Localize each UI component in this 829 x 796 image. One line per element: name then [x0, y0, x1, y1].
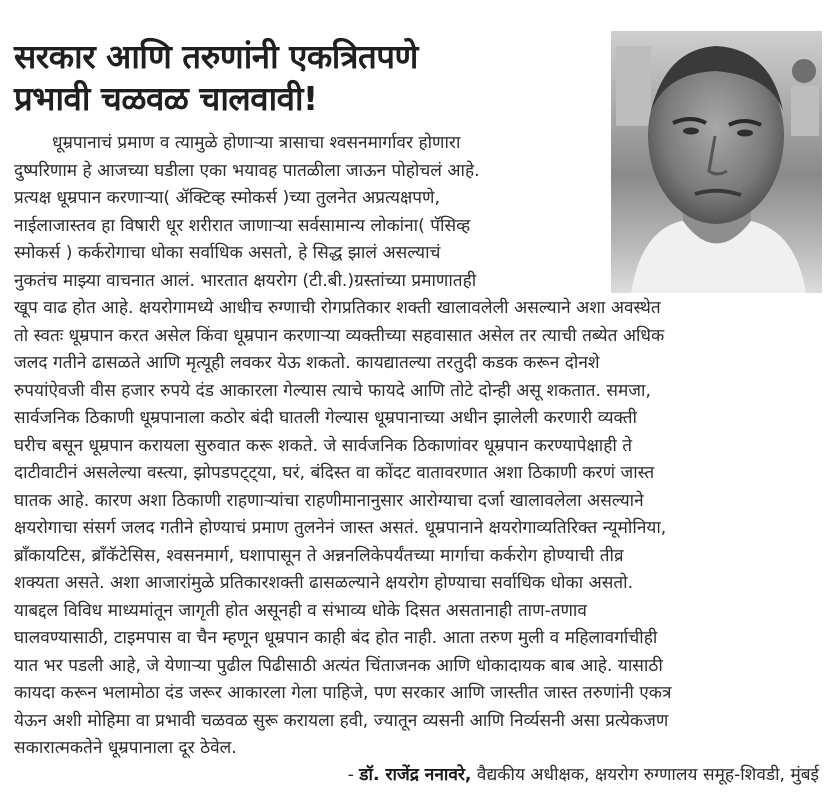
body-line: दुष्परिणाम हे आजच्या घडीला एका भयावह पातळीला जाऊन पोहोचलं आहे. [14, 160, 480, 181]
body-line: शक्यता असते. अशा आजारांमुळे प्रतिकारशक्ती ढासळल्याने क्षयरोग होण्याचा सर्वाधिक धोका असतो. [14, 573, 634, 593]
author-designation: वैद्यकीय अधीक्षक, क्षयरोग रुग्णालय समूह-शिवडी, मुंबई [471, 765, 819, 785]
author-name: डॉ. राजेंद्र ननावरे, [359, 765, 472, 785]
body-line: नुकतंच माझ्या वाचनात आलं. भारतात क्षयरोग (टी.बी.)ग्रस्तांच्या प्रमाणातही [14, 270, 477, 291]
author-signature [348, 762, 819, 789]
signature-dash: - [347, 765, 360, 785]
body-line: कायदा करून भलामोठा दंड जरूर आकारला गेला पाहिजे, पण सरकार आणि जास्तीत जास्त तरुणांनी एकत्र [14, 683, 672, 703]
body-line: प्रत्यक्ष धूम्रपान करणाऱ्या( ॲक्टिव्ह स्मोकर्स )च्या तुलनेत अप्रत्यक्षपणे, [14, 188, 440, 208]
body-line: स्मोकर्स ) कर्करोगाचा धोका सर्वाधिक असतो, हे सिद्ध झालं असल्याचं [14, 243, 441, 263]
headline-line-2: प्रभावी चळवळ चालवावी! [14, 79, 318, 118]
body-line: घरीच बसून धूम्रपान करायला सुरुवात करू शकते. जे सार्वजनिक ठिकाणांवर धूम्रपान करण्यापेक्षाही ते [14, 435, 633, 456]
body-line: येऊन अशी मोहिमा वा प्रभावी चळवळ सुरू करायला हवी, ज्यातून व्यसनी आणि निर्व्यसनी असा प्रत्येकजण [14, 710, 669, 731]
body-line: जलद गतीने ढासळते आणि मृत्यूही लवकर येऊ शकतो. कायद्यातल्या तरतुदी कडक करून दोनशे [14, 353, 600, 373]
body-line: धूम्रपानाचं प्रमाण व त्यामुळे होणाऱ्या त्रासाचा श्वसनमार्गावर होणारा [52, 133, 461, 153]
body-line: घातक आहे. कारण अशा ठिकाणी राहणाऱ्यांचा राहणीमानानुसार आरोग्याचा दर्जा खालावलेला असल्याने [14, 490, 644, 511]
body-line: क्षयरोगाचा संसर्ग जलद गतीने होण्याचं प्रमाण तुलनेनं जास्त असतं. धूम्रपानाने क्षयरोगाव्यतिरिक्त न्यूमोनिया, [14, 518, 667, 538]
body-line: घालवण्यासाठी, टाइमपास वा चैन म्हणून धूम्रपान काही बंद होत नाही. आता तरुण मुली व महिलावर्गाचीही [14, 628, 658, 648]
body-line: याबद्दल विविध माध्यमांतून जागृती होत असूनही व संभाव्य धोके दिसत असतानाही ताण-तणाव [14, 600, 587, 621]
body-line: खूप वाढ होत आहे. क्षयरोगामध्ये आधीच रुग्णाची रोगप्रतिकार शक्ती खालावलेली असल्याने अशा अवस्थेत [14, 298, 661, 318]
body-line: दाटीवाटीनं असलेल्या वस्त्या, झोपडपट्ट्या, घरं, बंदिस्त वा कोंदट वातावरणात अशा ठिकाणी करणं जास्त [14, 463, 655, 483]
body-line: यात भर पडली आहे, जे येणाऱ्या पुढील पिढीसाठी अत्यंत चिंताजनक आणि धोकादायक बाब आहे. यासाठी [14, 655, 663, 676]
body-line: सार्वजनिक ठिकाणी धूम्रपानाला कठोर बंदी घातली गेल्यास धूम्रपानाच्या अधीन झालेली करणारी व्यक्ती [14, 408, 638, 428]
body-line: नाईलाजास्तव हा विषारी धूर शरीरात जाणाऱ्या सर्वसामान्य लोकांना( पॅसिव्ह [14, 215, 471, 236]
body-line: ब्रॉंकायटिस, ब्रॉंकॅटेसिस, श्वसनमार्ग, घशापासून ते अन्ननलिकेपर्यंतच्या मार्गाचा कर्करोग होण्याची तीव्र [14, 545, 624, 566]
body-line: रुपयांऐवजी वीस हजार रुपये दंड आकारला गेल्यास त्याचे फायदे आणि तोटे दोन्ही असू शकतात. समजा, [14, 380, 651, 401]
body-line: सकारात्मकतेने धूम्रपानाला दूर ठेवेल. [14, 738, 237, 758]
headline-line-1: सरकार आणि तरुणांनी एकत्रितपणे [14, 37, 418, 76]
article-body [14, 130, 822, 763]
body-line: तो स्वतः धूम्रपान करत असेल किंवा धूम्रपान करणाऱ्या व्यक्तीच्या सहवासात असेल तर त्याची तब्येत अधिक [14, 325, 665, 346]
article-headline [14, 36, 604, 120]
